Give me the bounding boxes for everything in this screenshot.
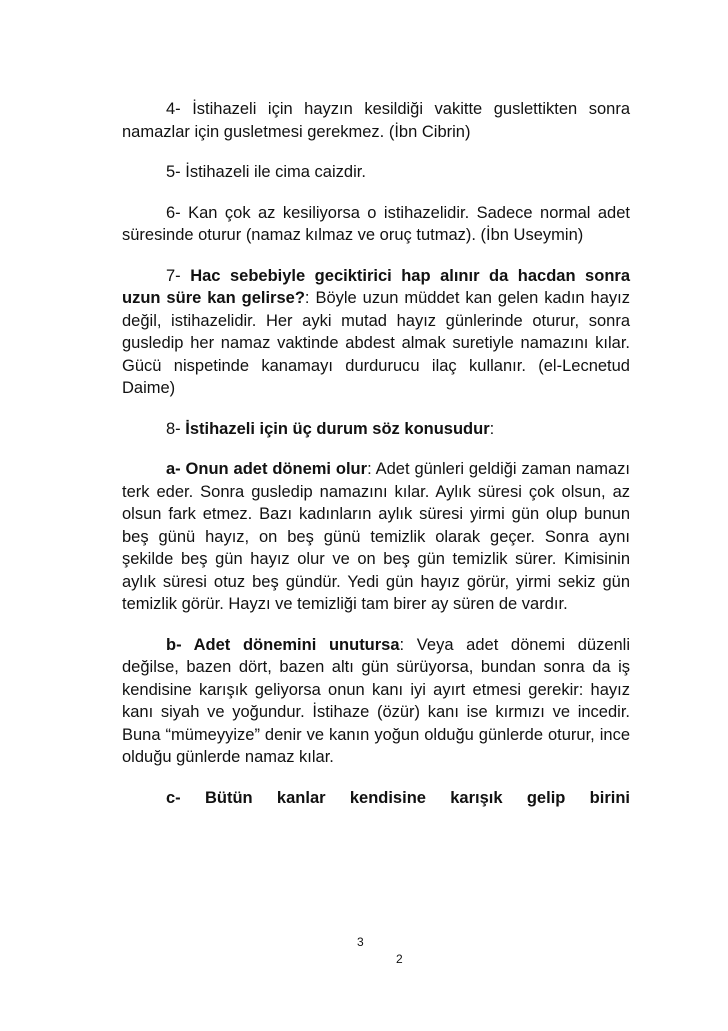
- bold-heading-text: c- Bütün kanlar kendisine karışık gelip birini: [166, 788, 630, 807]
- body-text: [122, 98, 630, 827]
- paragraph-text: 6- Kan çok az kesiliyorsa o istihazelidir. Sadece normal adet süresinde oturur (namaz kılmaz ve oruç tutmaz). (İbn Useymin): [122, 203, 630, 244]
- paragraph-p4: [122, 98, 630, 143]
- paragraph-p7: [122, 265, 630, 400]
- paragraph-text: 5- İstihazeli ile cima caizdir.: [166, 163, 366, 181]
- bold-heading-text: a- Onun adet dönemi olur: [166, 460, 368, 478]
- paragraph-pc: [122, 787, 630, 810]
- bold-heading-text: Hac sebebiyle geciktirici hap alınır da hacdan sonra uzun süre kan gelirse?: [122, 266, 630, 307]
- paragraph-text: : Veya adet dönemi düzenli değilse, bazen dört, bazen altı gün sürüyorsa, bundan sonra da iş kendisine karışık geliyorsa onun kanı iyi ayırt etmesi gerekir: hayız kanı siyah ve yoğundur. İstihaze (özür) kanı ise kırmızı ve incedir. Buna “mümeyyize” denir ve kanın yoğun olduğu günlerde oturur, ince olduğu günlerde namaz kılar.: [122, 635, 631, 766]
- paragraph-text: :: [489, 419, 495, 438]
- bold-heading-text: b- Adet dönemini unutursa: [166, 635, 400, 654]
- paragraph-text: : Adet günleri geldiği zaman namazı terk eder. Sonra gusledip namazını kılar. Aylık süresi çok olsun, az olsun fark etmez. Bazı kadınların aylık süresi yirmi gün olup bunun beş günü hayız, on beş günü temizlik olarak geçer. Sonra aynı şekilde beş gün hayız olur ve on beş gün temizlik sürer. Kimisinin aylık süresi otuz beş gündür. Yedi gün hayız görür, yirmi sekiz gün temizlik görür. Hayzı ve temizliği tam birer ay süren de vardır.: [122, 460, 630, 613]
- page-number-inner: 3: [357, 935, 364, 949]
- paragraph-text: 8-: [166, 419, 186, 438]
- paragraph-text: : Böyle uzun müddet kan gelen kadın hayız değil, istihazelidir. Her ayki mutad hayız günlerinde oturur, sonra gusledip her namaz vaktinde abdest almak suretiyle namazını kılar. Gücü nispetinde kanamayı durdurucu ilaç kullanır. (el-Lecnetud Daime): [122, 289, 630, 397]
- paragraph-p8: [122, 418, 630, 441]
- paragraph-pa: [122, 458, 630, 616]
- page-number-outer: 2: [396, 952, 403, 966]
- bold-heading-text: İstihazeli için üç durum söz konusudur: [185, 419, 490, 438]
- paragraph-p5: [122, 161, 630, 184]
- paragraph-text: 4- İstihazeli için hayzın kesildiği vakitte guslettikten sonra namazlar için gusletmesi gerekmez. (İbn Cibrin): [122, 100, 630, 141]
- paragraph-text: 7-: [166, 266, 191, 285]
- paragraph-p6: [122, 202, 630, 247]
- paragraph-pb: [122, 634, 630, 769]
